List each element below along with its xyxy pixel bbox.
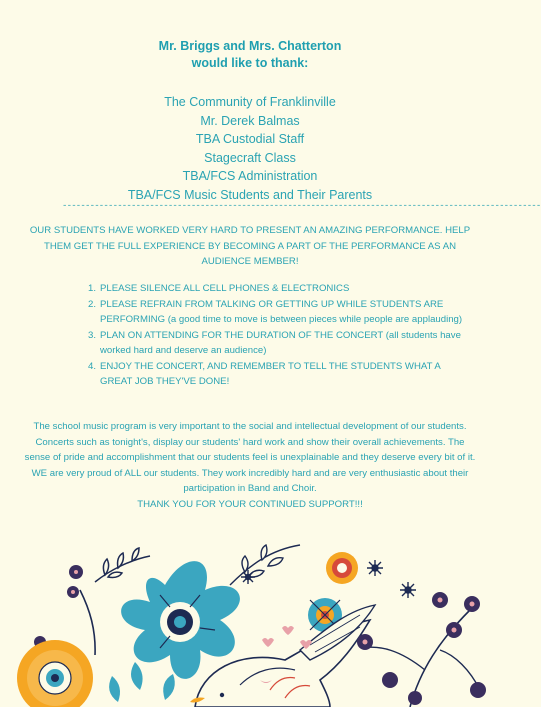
closing-signoff: THANK YOU FOR YOUR CONTINUED SUPPORT!!! [137, 498, 363, 510]
heading [0, 38, 500, 72]
heading-line-1: Mr. Briggs and Mrs. Chatterton [158, 39, 342, 53]
small-flower-icon [326, 552, 358, 584]
thanks-item: Stagecraft Class [204, 150, 296, 165]
thanks-item: TBA Custodial Staff [195, 132, 305, 147]
list-number: 4. [88, 360, 97, 372]
list-item-text: ENJOY THE CONCERT, AND REMEMBER TO TELL THE STUDENTS WHAT A GREAT JOB THEY'VE DONE! [100, 360, 441, 387]
starflower-icon [400, 582, 416, 598]
floral-illustration [0, 530, 500, 707]
list-number: 3. [88, 329, 97, 341]
leaf-sprig-icon [109, 662, 175, 702]
list-item-text: PLAN ON ATTENDING FOR THE DURATION OF THE CONCERT (all students have worked hard and deserve an audience) [100, 329, 461, 356]
leaf-sprig-icon [230, 545, 300, 585]
list-number: 2. [88, 298, 97, 310]
teal-flower-icon [121, 561, 240, 679]
list-number: 1. [88, 283, 97, 294]
closing-text: The school music program is very important to the social and intellectual development of our students. Concerts such as tonight's, display our students' hard work and show their overall achievements. The sense of pride and accomplishment that our students feel is unexplainable and they deserve every bit of it. WE are very proud of ALL our students. They work incredibly hard and are very enthusiastic about their participation in Band and Choir. [24, 421, 476, 495]
leaf-sprig-icon [95, 548, 150, 582]
thanks-item: TBA/FCS Administration [182, 169, 318, 184]
list-item [88, 328, 466, 359]
etiquette-list [88, 281, 466, 390]
closing-paragraph [24, 419, 476, 513]
dashed-divider: -------------------------------------------------------------------------------------------------------- [62, 201, 541, 211]
list-item-text: PLEASE SILENCE ALL CELL PHONES & ELECTRONICS [100, 283, 350, 294]
thanks-item: The Community of Franklinville [164, 95, 336, 109]
intro-paragraph: OUR STUDENTS HAVE WORKED VERY HARD TO PRESENT AN AMAZING PERFORMANCE. HELP THEM GET THE FULL EXPERIENCE BY BECOMING A PART OF THE PERFORMANCE AS AN AUDIENCE MEMBER! [29, 225, 471, 267]
orange-flower-icon [17, 640, 93, 707]
starflower-icon [367, 560, 383, 576]
heart-icon [262, 626, 312, 649]
list-item-text: PLEASE REFRAIN FROM TALKING OR GETTING UP WHILE STUDENTS ARE PERFORMING (a good time to move is between pieces while people are applauding) [100, 298, 463, 325]
list-item [88, 281, 466, 297]
thanks-item: Mr. Derek Balmas [200, 113, 300, 128]
thanks-list [0, 93, 500, 205]
list-item [88, 359, 466, 390]
starflower-icon [241, 570, 255, 584]
heading-line-2: would like to thank: [191, 56, 309, 70]
list-item [88, 297, 466, 328]
thanks-item: TBA/FCS Music Students and Their Parents [127, 187, 373, 202]
berry-branch-icon [357, 592, 486, 707]
